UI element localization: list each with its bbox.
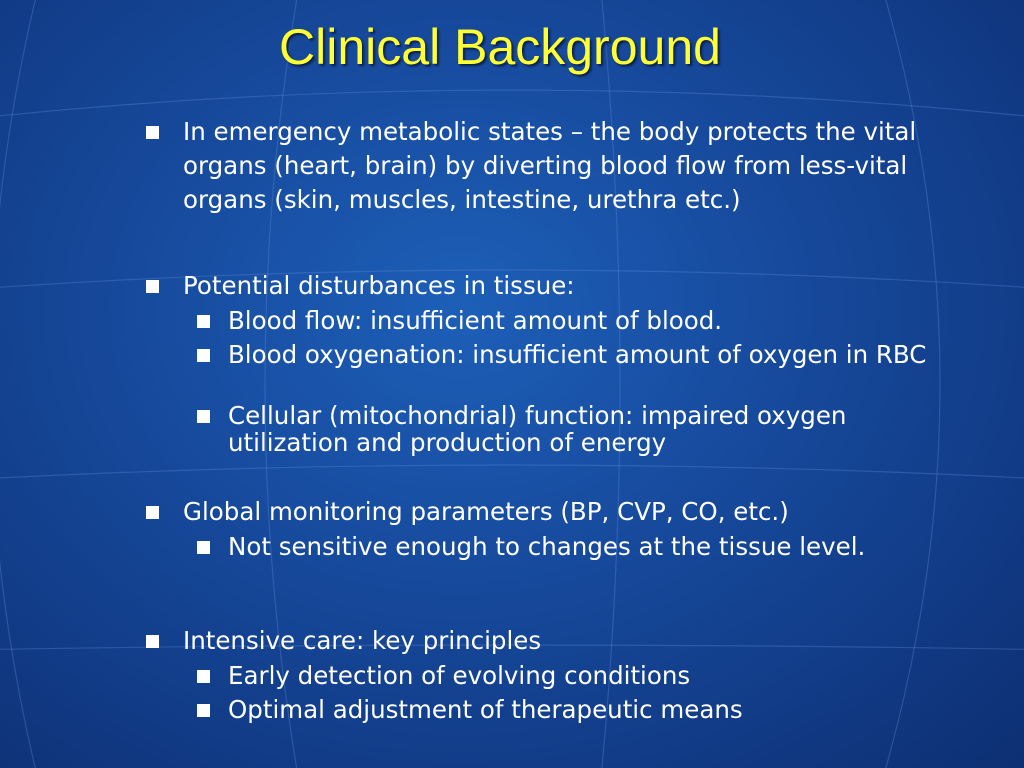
bullet-item (146, 115, 946, 217)
sub-bullet-text: Blood oxygenation: insufficient amount of oxygen in RBC (228, 340, 927, 369)
square-bullet-icon (197, 541, 210, 554)
square-bullet-icon (146, 126, 159, 139)
square-bullet-icon (197, 410, 210, 423)
bullet-item (146, 495, 946, 529)
sub-bullet-text: Not sensitive enough to changes at the tissue level. (228, 532, 866, 561)
square-bullet-icon (197, 315, 210, 328)
square-bullet-icon (146, 280, 159, 293)
square-bullet-icon (197, 349, 210, 362)
sub-bullet-text: Optimal adjustment of therapeutic means (228, 695, 743, 724)
bullet-text: Global monitoring parameters (BP, CVP, CO, etc.) (183, 497, 789, 526)
slide-title: Clinical Background (279, 19, 721, 75)
bullet-item (146, 624, 946, 658)
bullet-item (146, 269, 946, 303)
sub-bullet-text: Blood flow: insufficient amount of blood. (228, 306, 723, 335)
sub-bullet-item (197, 662, 957, 689)
sub-bullet-item (197, 307, 957, 334)
square-bullet-icon (146, 635, 159, 648)
bullet-text: Potential disturbances in tissue: (183, 271, 575, 300)
sub-bullet-item (197, 402, 957, 456)
square-bullet-icon (146, 506, 159, 519)
square-bullet-icon (197, 704, 210, 717)
sub-bullet-text: Cellular (mitochondrial) function: impaired oxygen utilization and production of energy (228, 401, 847, 457)
sub-bullet-item (197, 533, 957, 560)
sub-bullet-item (197, 696, 957, 723)
sub-bullet-item (197, 341, 957, 368)
bullet-text: Intensive care: key principles (183, 626, 542, 655)
sub-bullet-text: Early detection of evolving conditions (228, 661, 691, 690)
square-bullet-icon (197, 670, 210, 683)
bullet-text: In emergency metabolic states – the body protects the vital organs (heart, brain) by diverting blood flow from less-vital organs (skin, muscles, intestine, urethra etc.) (183, 117, 917, 214)
